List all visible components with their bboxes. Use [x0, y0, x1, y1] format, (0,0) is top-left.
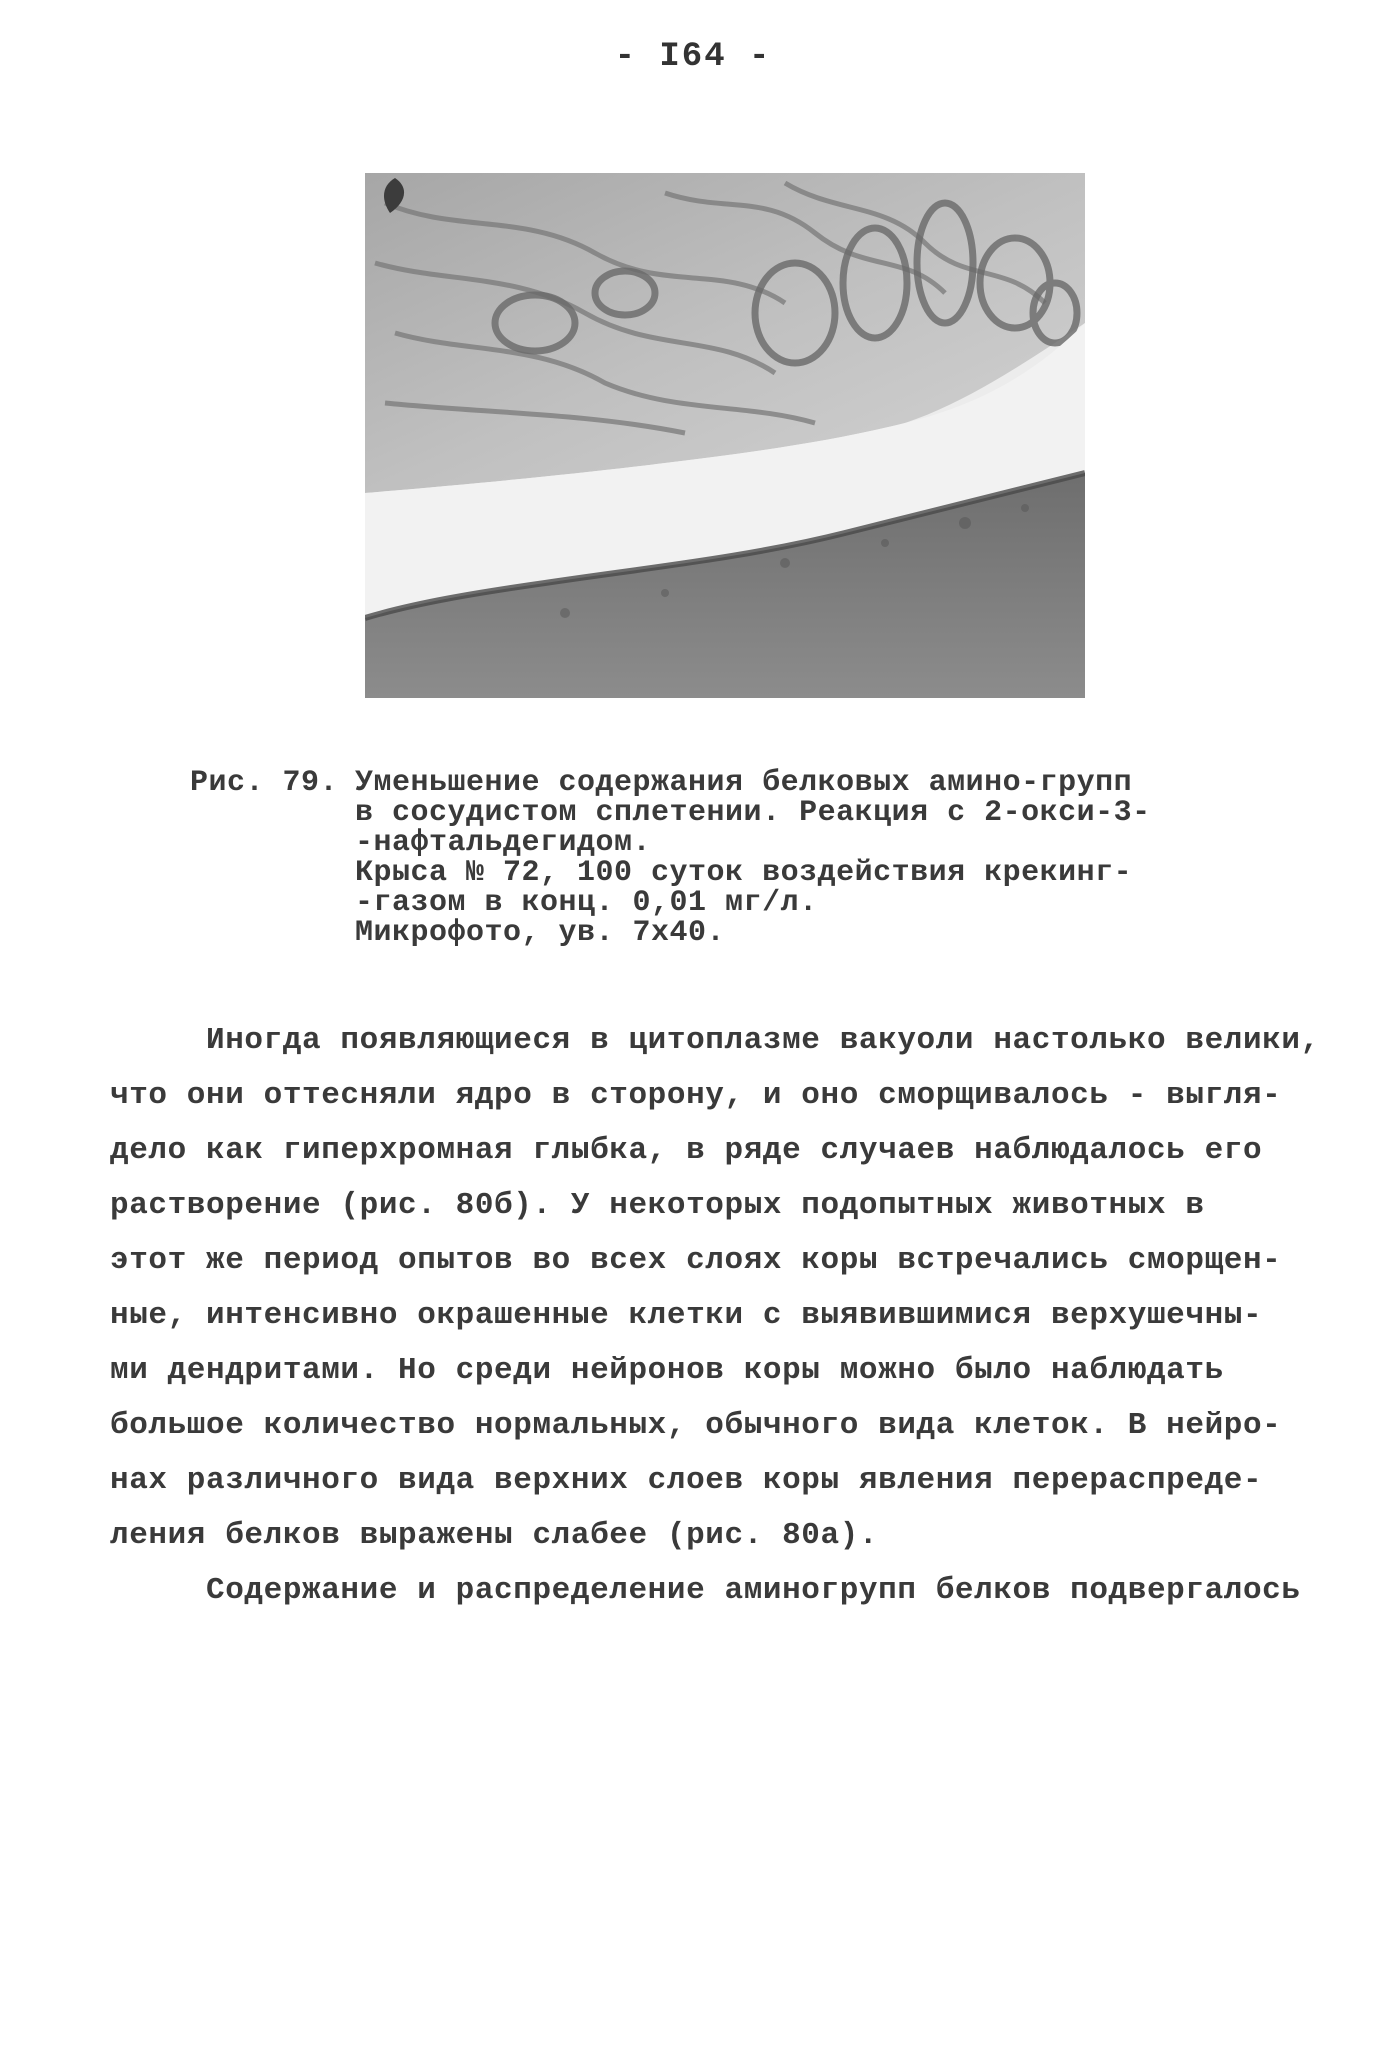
caption-line: -газом в конц. 0,01 мг/л.: [355, 886, 818, 920]
caption-line: Крыса № 72, 100 суток воздействия крекинг-: [355, 856, 1133, 890]
figure-caption-text: [355, 768, 1205, 948]
body-line: что они оттесняли ядро в сторону, и оно сморщивалось - выгля-: [110, 1078, 1282, 1113]
caption-line: Уменьшение содержания белковых амино-групп: [355, 766, 1133, 800]
body-line: дело как гиперхромная глыбка, в ряде случаев наблюдалось его: [110, 1133, 1263, 1168]
body-line: нах различного вида верхних слоев коры явления перераспреде-: [110, 1463, 1263, 1498]
body-line: ления белков выражены слабее (рис. 80а).: [110, 1518, 879, 1553]
body-line: ные, интенсивно окрашенные клетки с выявившимися верхушечны-: [110, 1298, 1263, 1333]
caption-line: Микрофото, ув. 7х40.: [355, 916, 726, 950]
micrograph-image: [365, 173, 1085, 698]
caption-line: в сосудистом сплетении. Реакция с 2-окси-3-: [355, 796, 1151, 830]
page-number: - I64 -: [614, 38, 772, 76]
body-line: этот же период опытов во всех слоях коры встречались сморщен-: [110, 1243, 1282, 1278]
figure-label: Рис. 79.: [190, 766, 339, 800]
body-line: Иногда появляющиеся в цитоплазме вакуоли настолько велики,: [110, 1023, 1320, 1058]
body-line: Содержание и распределение аминогрупп белков подвергалось: [110, 1573, 1301, 1608]
body-line: большое количество нормальных, обычного вида клеток. В нейро-: [110, 1408, 1282, 1443]
body-text: [110, 1013, 1320, 1618]
body-line: растворение (рис. 80б). У некоторых подопытных животных в: [110, 1188, 1205, 1223]
caption-line: -нафтальдегидом.: [355, 826, 652, 860]
body-line: ми дендритами. Но среди нейронов коры можно было наблюдать: [110, 1353, 1224, 1388]
